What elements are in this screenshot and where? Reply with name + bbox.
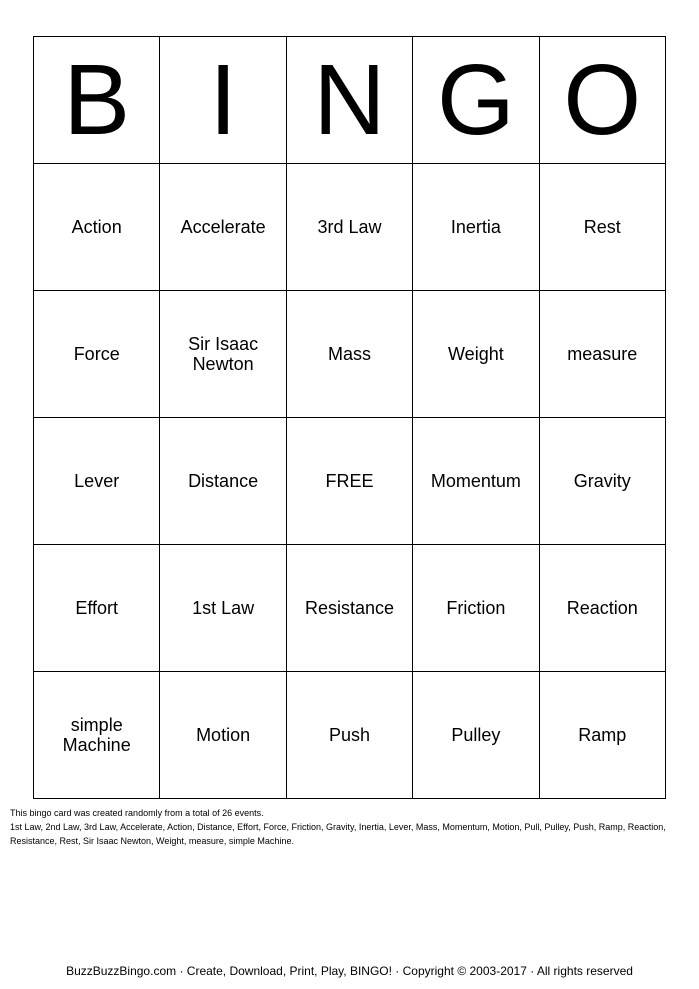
header-letter-n: N bbox=[286, 37, 412, 164]
card-cell: Reaction bbox=[539, 545, 665, 672]
header-row bbox=[34, 37, 666, 164]
free-space-cell: FREE bbox=[286, 418, 412, 545]
card-cell: Motion bbox=[160, 672, 286, 799]
card-info-event-list: 1st Law, 2nd Law, 3rd Law, Accelerate, Action, Distance, Effort, Force, Friction, Gravity, Inertia, Lever, Mass, Momentum, Motion, Pull, Pulley, Push, Ramp, Reaction, Resistance, Rest, Sir Isaac Newton, Weight, measure, simple Machine. bbox=[10, 822, 666, 846]
card-cell: Mass bbox=[286, 291, 412, 418]
card-row bbox=[34, 418, 666, 545]
card-cell: Lever bbox=[34, 418, 160, 545]
card-cell: 1st Law bbox=[160, 545, 286, 672]
card-cell: Inertia bbox=[413, 164, 539, 291]
card-cell: 3rd Law bbox=[286, 164, 412, 291]
card-row bbox=[34, 164, 666, 291]
header-letter-o: O bbox=[539, 37, 665, 164]
card-cell: simple Machine bbox=[34, 672, 160, 799]
card-cell: Pulley bbox=[413, 672, 539, 799]
card-cell: measure bbox=[539, 291, 665, 418]
card-cell: Momentum bbox=[413, 418, 539, 545]
card-cell: Accelerate bbox=[160, 164, 286, 291]
card-cell: Action bbox=[34, 164, 160, 291]
card-cell: Distance bbox=[160, 418, 286, 545]
card-cell: Force bbox=[34, 291, 160, 418]
card-cell: Rest bbox=[539, 164, 665, 291]
card-info-note bbox=[10, 806, 670, 848]
card-row bbox=[34, 672, 666, 799]
header-letter-i: I bbox=[160, 37, 286, 164]
card-cell: Weight bbox=[413, 291, 539, 418]
card-row bbox=[34, 545, 666, 672]
card-cell: Friction bbox=[413, 545, 539, 672]
card-cell: Gravity bbox=[539, 418, 665, 545]
header-letter-b: B bbox=[34, 37, 160, 164]
card-cell: Sir Isaac Newton bbox=[160, 291, 286, 418]
header-letter-g: G bbox=[413, 37, 539, 164]
card-cell: Resistance bbox=[286, 545, 412, 672]
card-info-summary: This bingo card was created randomly from a total of 26 events. bbox=[10, 808, 264, 818]
card-cell: Ramp bbox=[539, 672, 665, 799]
page-footer: BuzzBuzzBingo.com · Create, Download, Print, Play, BINGO! · Copyright © 2003-2017 · All rights reserved bbox=[66, 964, 633, 978]
card-row bbox=[34, 291, 666, 418]
card-cell: Effort bbox=[34, 545, 160, 672]
bingo-card bbox=[33, 36, 666, 799]
card-cell: Push bbox=[286, 672, 412, 799]
